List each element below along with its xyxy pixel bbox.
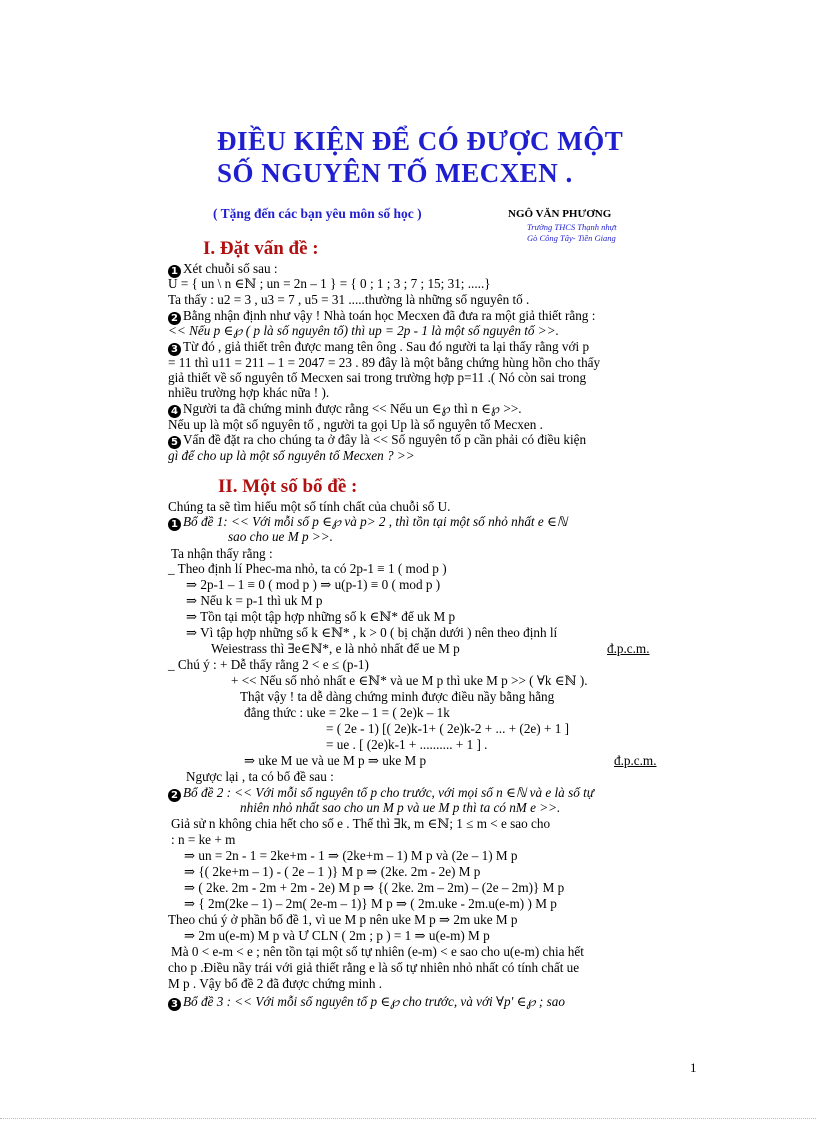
qed-mark: đ.p.c.m.: [614, 753, 657, 768]
text-line: M p . Vậy bổ đề 2 đã được chứng minh .: [168, 976, 383, 991]
text-line: + << Nếu số nhỏ nhất e ∈ℕ* và ue M p thì uke M p >> ( ∀k ∈ℕ ).: [231, 673, 588, 688]
text-line: Theo chú ý ở phần bổ đề 1, vì ue M p nên uke M p ⇒ 2m uke M p: [168, 912, 518, 927]
dedication: ( Tặng đến các bạn yêu môn số học ): [213, 206, 422, 221]
text-line: : n = ke + m: [171, 832, 236, 847]
text-line: U = { un \ n ∈ℕ ; un = 2n – 1 } = { 0 ; 1 ; 3 ; 7 ; 15; 31; .....}: [168, 276, 491, 291]
title-line-2: SỐ NGUYÊN TỐ MECXEN .: [217, 158, 573, 188]
bullet-number-icon: 2: [168, 312, 181, 325]
text-line: Ta thấy : u2 = 3 , u3 = 7 , u5 = 31 .....thường là những số nguyên tố .: [168, 292, 530, 307]
text-line: 1 Bổ đề 1: << Với mỗi số p ∈℘ và p> 2 , thì tồn tại một số nhỏ nhất e ∈ℕ: [168, 515, 567, 531]
text-line: cho p .Điều nầy trái với giả thiết rằng e là số tự nhiên nhỏ nhất có tính chất ue: [168, 960, 580, 975]
text-line: ⇒ {( 2ke+m – 1) - ( 2e – 1 )} M p ⇒ (2ke. 2m - 2e) M p: [184, 864, 481, 879]
text-line: 1 Xét chuỗi số sau :: [168, 262, 278, 278]
text-line: ⇒ { 2m(2ke – 1) – 2m( 2e-m – 1)} M p ⇒ ( 2m.uke - 2m.u(e-m) ) M p: [184, 896, 557, 911]
author-place: Gò Công Tây- Tiền Giang: [527, 233, 616, 243]
title-line-1: ĐIỀU KIỆN ĐỂ CÓ ĐƯỢC MỘT: [217, 126, 624, 156]
text-line: ⇒ Tồn tại một tập hợp những số k ∈ℕ* để uk M p: [186, 609, 456, 624]
bullet-number-icon: 3: [168, 343, 181, 356]
page-bottom-divider: [0, 1118, 816, 1119]
text-line: Mà 0 < e-m < e ; nên tồn tại một số tự nhiên (e-m) < e sao cho u(e-m) chia hết: [171, 944, 584, 959]
text-line: ⇒ Nếu k = p-1 thì uk M p: [186, 593, 323, 608]
section-1-heading: I. Đặt vấn đề :: [203, 238, 319, 259]
page-number: 1: [690, 1060, 697, 1075]
text-line: 2 Bổ đề 2 : << Với mỗi số nguyên tố p cho trước, với mọi số n ∈ℕ và e là số tự: [168, 786, 594, 802]
bullet-number-icon: 3: [168, 998, 181, 1011]
bullet-number-icon: 1: [168, 518, 181, 531]
bullet-number-icon: 5: [168, 436, 181, 449]
section-2-heading: II. Một số bổ đề :: [218, 476, 358, 497]
text-line: = 11 thì u11 = 211 – 1 = 2047 = 23 . 89 đây là một bằng chứng hùng hồn cho thấy: [168, 355, 601, 370]
qed-mark: đ.p.c.m.: [607, 641, 650, 656]
text-line: Thật vậy ! ta dễ dàng chứng minh được điều nầy bằng hằng: [240, 689, 555, 704]
text-line: nhiên nhỏ nhất sao cho un M p và ue M p thì ta có nM e >>.: [240, 800, 561, 815]
text-line: ⇒ ( 2ke. 2m - 2m + 2m - 2e) M p ⇒ {( 2ke. 2m – 2m) – (2e – 2m)} M p: [184, 880, 565, 895]
text-line: Giả sử n không chia hết cho số e . Thế thì ∃k, m ∈ℕ; 1 ≤ m < e sao cho: [171, 816, 551, 831]
text-line: Ta nhận thấy rằng :: [171, 546, 273, 561]
text-line: Nếu up là một số nguyên tố , người ta gọi Up là số nguyên tố Mecxen .: [168, 417, 543, 432]
text-line: Chúng ta sẽ tìm hiểu một số tính chất của chuỗi số U.: [168, 499, 451, 514]
text-line: ⇒ Vì tập hợp những số k ∈ℕ* , k > 0 ( bị chặn dưới ) nên theo định lí: [186, 625, 558, 640]
author-name: NGÔ VĂN PHƯƠNG: [508, 208, 612, 220]
text-line: << Nếu p ∈℘ ( p là số nguyên tố) thì up = 2p - 1 là một số nguyên tố >>.: [168, 323, 559, 338]
text-line: 3 Bổ đề 3 : << Với mỗi số nguyên tố p ∈℘ cho trước, và với ∀p' ∈℘ ; sao: [168, 995, 565, 1011]
bullet-number-icon: 4: [168, 405, 181, 418]
text-line: đẳng thức : uke = 2ke – 1 = ( 2e)k – 1k: [244, 705, 450, 720]
text-line: 3 Từ đó , giả thiết trên được mang tên ông . Sau đó người ta lại thấy rằng với p: [168, 340, 589, 356]
bullet-number-icon: 1: [168, 265, 181, 278]
author-school: Trường THCS Thạnh nhựt: [527, 222, 617, 232]
text-line: Weiestrass thì ∃e∈ℕ*, e là nhỏ nhất để ue M p: [211, 641, 460, 656]
text-line: ⇒ uke M ue và ue M p ⇒ uke M p: [244, 753, 427, 768]
bullet-number-icon: 2: [168, 789, 181, 802]
text-line: ⇒ un = 2n - 1 = 2ke+m - 1 ⇒ (2ke+m – 1) M p và (2e – 1) M p: [184, 848, 518, 863]
text-line: 2 Bằng nhận định như vậy ! Nhà toán học Mecxen đã đưa ra một giả thiết rằng :: [168, 309, 595, 325]
text-line: = ue . [ (2e)k-1 + .......... + 1 ] .: [326, 737, 488, 752]
text-line: ⇒ 2m u(e-m) M p và Ư CLN ( 2m ; p ) = 1 ⇒ u(e-m) M p: [184, 928, 490, 943]
text-line: 4 Người ta đã chứng minh được rằng << Nếu un ∈℘ thì n ∈℘ >>.: [168, 402, 522, 418]
text-line: gì để cho up là một số nguyên tố Mecxen ? >>: [168, 448, 415, 463]
text-line: ⇒ 2p-1 – 1 ≡ 0 ( mod p ) ⇒ u(p-1) ≡ 0 ( mod p ): [186, 577, 441, 592]
text-line: Ngược lại , ta có bổ đề sau :: [186, 769, 334, 784]
text-line: _ Chú ý : + Dễ thấy rằng 2 < e ≤ (p-1): [168, 657, 369, 672]
text-line: 5 Vấn đề đặt ra cho chúng ta ở đây là << Số nguyên tố p cần phải có điều kiện: [168, 433, 586, 449]
text-line: giả thiết về số nguyên tố Mecxen sai trong trường hợp p=11 .( Nó còn sai trong: [168, 370, 587, 385]
text-line: nhiều trường hợp khác nữa ! ).: [168, 385, 330, 400]
text-line: _ Theo định lí Phec-ma nhỏ, ta có 2p-1 ≡ 1 ( mod p ): [168, 561, 447, 576]
text-line: = ( 2e - 1) [( 2e)k-1+ ( 2e)k-2 + ... + (2e) + 1 ]: [326, 721, 569, 736]
text-line: sao cho ue M p >>.: [228, 529, 333, 544]
